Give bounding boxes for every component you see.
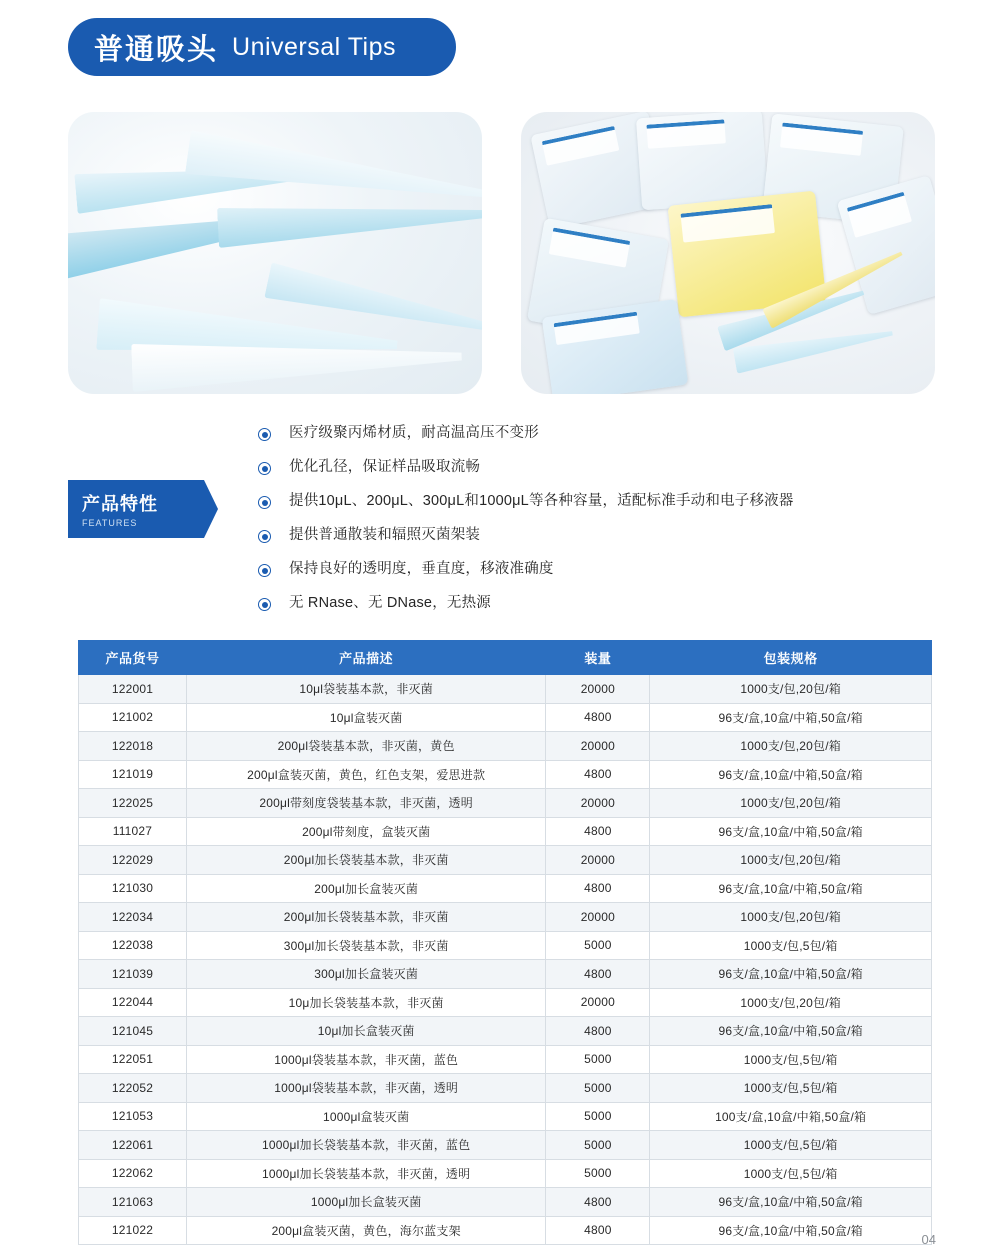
- cell-desc: 10μ加长袋装基本款，非灭菌: [186, 988, 546, 1017]
- cell-pack: 96支/盒,10盒/中箱,50盒/箱: [650, 703, 932, 732]
- cell-code: 121039: [79, 960, 187, 989]
- cell-qty: 5000: [546, 931, 650, 960]
- cell-code: 121019: [79, 760, 187, 789]
- table-row: [79, 732, 932, 761]
- cell-code: 121022: [79, 1216, 187, 1245]
- product-photo-packaging: [521, 112, 935, 394]
- cell-qty: 20000: [546, 846, 650, 875]
- cell-desc: 200μl加长袋装基本款，非灭菌: [186, 903, 546, 932]
- table-header-cell: 产品货号: [79, 641, 187, 675]
- table-body: [79, 675, 932, 1245]
- cell-qty: 4800: [546, 960, 650, 989]
- cell-qty: 20000: [546, 988, 650, 1017]
- table-header-cell: 装量: [546, 641, 650, 675]
- cell-desc: 10μl加长盒装灭菌: [186, 1017, 546, 1046]
- cell-desc: 1000μl袋装基本款，非灭菌，蓝色: [186, 1045, 546, 1074]
- cell-qty: 4800: [546, 817, 650, 846]
- bullet-icon: [258, 428, 271, 441]
- cell-pack: 1000支/包,5包/箱: [650, 1131, 932, 1160]
- page-title-cn: 普通吸头: [94, 33, 219, 66]
- table-row: [79, 789, 932, 818]
- cell-pack: 1000支/包,20包/箱: [650, 846, 932, 875]
- cell-pack: 1000支/包,20包/箱: [650, 732, 932, 761]
- cell-code: 122044: [79, 988, 187, 1017]
- cell-pack: 1000支/包,5包/箱: [650, 1074, 932, 1103]
- table-row: [79, 1216, 932, 1245]
- bullet-icon: [258, 462, 271, 475]
- cell-pack: 1000支/包,20包/箱: [650, 789, 932, 818]
- tip-shape: [131, 332, 462, 391]
- cell-qty: 5000: [546, 1074, 650, 1103]
- bullet-icon: [258, 598, 271, 611]
- table-row: [79, 1102, 932, 1131]
- cell-code: 122061: [79, 1131, 187, 1160]
- features-list: [258, 424, 938, 628]
- cell-qty: 20000: [546, 675, 650, 704]
- table-row: [79, 874, 932, 903]
- table-row: [79, 1045, 932, 1074]
- cell-pack: 1000支/包,20包/箱: [650, 903, 932, 932]
- cell-code: 122029: [79, 846, 187, 875]
- table-row: [79, 817, 932, 846]
- cell-desc: 1000μl袋装基本款，非灭菌，透明: [186, 1074, 546, 1103]
- cell-pack: 96支/盒,10盒/中箱,50盒/箱: [650, 817, 932, 846]
- cell-code: 122025: [79, 789, 187, 818]
- bag-shape: [636, 112, 768, 210]
- table-row: [79, 703, 932, 732]
- features-tag: [68, 480, 204, 538]
- table-row: [79, 846, 932, 875]
- cell-pack: 1000支/包,20包/箱: [650, 675, 932, 704]
- cell-pack: 1000支/包,20包/箱: [650, 988, 932, 1017]
- table-row: [79, 1159, 932, 1188]
- table-row: [79, 903, 932, 932]
- table-header-cell: 包装规格: [650, 641, 932, 675]
- feature-item: [258, 594, 938, 628]
- cell-code: 122062: [79, 1159, 187, 1188]
- cell-desc: 1000μl加长盒装灭菌: [186, 1188, 546, 1217]
- cell-code: 121045: [79, 1017, 187, 1046]
- feature-item: [258, 424, 938, 458]
- cell-qty: 4800: [546, 703, 650, 732]
- cell-desc: 1000μl加长袋装基本款，非灭菌，透明: [186, 1159, 546, 1188]
- cell-desc: 200μl加长盒装灭菌: [186, 874, 546, 903]
- bullet-icon: [258, 530, 271, 543]
- cell-qty: 4800: [546, 760, 650, 789]
- table-header-row: [79, 641, 932, 675]
- cell-qty: 5000: [546, 1045, 650, 1074]
- table-header-cell: 产品描述: [186, 641, 546, 675]
- cell-qty: 5000: [546, 1159, 650, 1188]
- cell-code: 122034: [79, 903, 187, 932]
- cell-pack: 1000支/包,5包/箱: [650, 931, 932, 960]
- cell-qty: 4800: [546, 1017, 650, 1046]
- table-row: [79, 675, 932, 704]
- table-row: [79, 1017, 932, 1046]
- cell-pack: 96支/盒,10盒/中箱,50盒/箱: [650, 1017, 932, 1046]
- feature-item: [258, 458, 938, 492]
- cell-desc: 300μl加长盒装灭菌: [186, 960, 546, 989]
- cell-qty: 20000: [546, 789, 650, 818]
- cell-pack: 1000支/包,5包/箱: [650, 1159, 932, 1188]
- cell-code: 122038: [79, 931, 187, 960]
- feature-text: 提供普通散装和辐照灭菌架装: [289, 527, 481, 543]
- table-row: [79, 760, 932, 789]
- feature-text: 保持良好的透明度，垂直度，移液准确度: [289, 561, 554, 577]
- feature-text: 优化孔径，保证样品吸取流畅: [289, 459, 481, 475]
- features-tag-cn: 产品特性: [82, 494, 158, 514]
- cell-code: 122018: [79, 732, 187, 761]
- cell-desc: 200μl盒装灭菌，黄色，海尔蓝支架: [186, 1216, 546, 1245]
- cell-desc: 200μl盒装灭菌，黄色，红色支架，爱思进款: [186, 760, 546, 789]
- cell-code: 122001: [79, 675, 187, 704]
- cell-qty: 20000: [546, 732, 650, 761]
- cell-pack: 96支/盒,10盒/中箱,50盒/箱: [650, 1216, 932, 1245]
- cell-code: 121002: [79, 703, 187, 732]
- feature-item: [258, 492, 938, 526]
- cell-pack: 96支/盒,10盒/中箱,50盒/箱: [650, 1188, 932, 1217]
- cell-qty: 5000: [546, 1102, 650, 1131]
- feature-item: [258, 526, 938, 560]
- feature-text: 医疗级聚丙烯材质，耐高温高压不变形: [289, 425, 539, 441]
- table-row: [79, 1074, 932, 1103]
- cell-desc: 10μl盒装灭菌: [186, 703, 546, 732]
- feature-text: 无 RNase、无 DNase，无热源: [289, 595, 491, 611]
- table-row: [79, 960, 932, 989]
- table-row: [79, 1131, 932, 1160]
- cell-code: 121063: [79, 1188, 187, 1217]
- cell-pack: 100支/盒,10盒/中箱,50盒/箱: [650, 1102, 932, 1131]
- cell-qty: 20000: [546, 903, 650, 932]
- page-title-banner: [68, 18, 456, 76]
- table-row: [79, 1188, 932, 1217]
- cell-qty: 5000: [546, 1131, 650, 1160]
- bullet-icon: [258, 496, 271, 509]
- cell-desc: 200μl带刻度，盒装灭菌: [186, 817, 546, 846]
- cell-pack: 96支/盒,10盒/中箱,50盒/箱: [650, 874, 932, 903]
- bullet-icon: [258, 564, 271, 577]
- page-title-en: Universal Tips: [232, 32, 397, 61]
- cell-pack: 1000支/包,5包/箱: [650, 1045, 932, 1074]
- cell-code: 121053: [79, 1102, 187, 1131]
- cell-qty: 4800: [546, 1216, 650, 1245]
- cell-pack: 96支/盒,10盒/中箱,50盒/箱: [650, 760, 932, 789]
- cell-qty: 4800: [546, 1188, 650, 1217]
- product-photo-tips: [68, 112, 482, 394]
- cell-desc: 10μl袋装基本款，非灭菌: [186, 675, 546, 704]
- cell-code: 122052: [79, 1074, 187, 1103]
- feature-text: 提供10μL、200μL、300μL和1000μL等各种容量，适配标准手动和电子移液器: [289, 493, 794, 509]
- cell-qty: 4800: [546, 874, 650, 903]
- table-row: [79, 988, 932, 1017]
- cell-pack: 96支/盒,10盒/中箱,50盒/箱: [650, 960, 932, 989]
- features-tag-en: FEATURES: [82, 518, 138, 528]
- cell-desc: 200μl加长袋装基本款，非灭菌: [186, 846, 546, 875]
- cell-desc: 200μl袋装基本款，非灭菌，黄色: [186, 732, 546, 761]
- cell-desc: 200μl带刻度袋装基本款，非灭菌，透明: [186, 789, 546, 818]
- cell-desc: 300μl加长袋装基本款，非灭菌: [186, 931, 546, 960]
- table-row: [79, 931, 932, 960]
- cell-desc: 1000μl盒装灭菌: [186, 1102, 546, 1131]
- cell-code: 122051: [79, 1045, 187, 1074]
- feature-item: [258, 560, 938, 594]
- cell-desc: 1000μl加长袋装基本款，非灭菌，蓝色: [186, 1131, 546, 1160]
- product-spec-table: [78, 640, 932, 1245]
- page-number: 04: [921, 1232, 936, 1247]
- cell-code: 121030: [79, 874, 187, 903]
- cell-code: 111027: [79, 817, 187, 846]
